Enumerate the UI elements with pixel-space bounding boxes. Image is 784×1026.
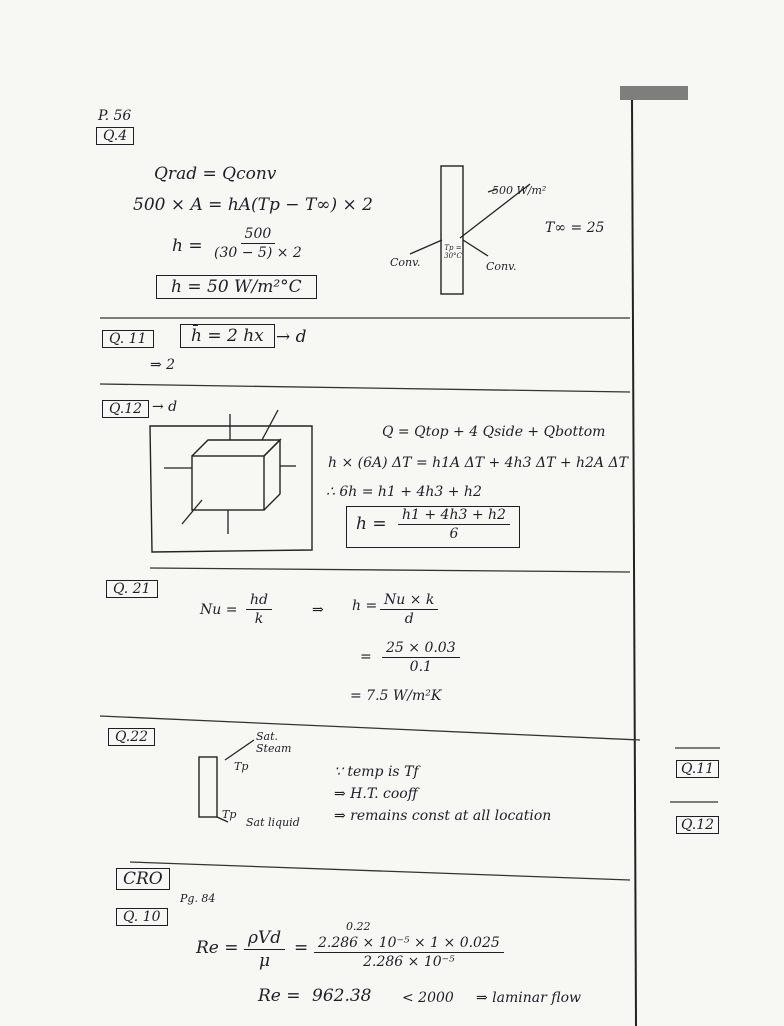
margin-vertical-line [632, 100, 636, 1026]
q4-h-lhs: h = [172, 236, 203, 256]
margin-q12-label: Q.12 [676, 816, 719, 834]
q4-h-den: (30 − 5) × 2 [214, 245, 302, 261]
q22-tp-top: Tp [234, 760, 249, 773]
q12-h-lhs: h = [356, 514, 387, 534]
q10-re-den: μ [259, 951, 271, 971]
q22-line2: ⇒ H.T. cooff [334, 786, 418, 802]
q21-h-fraction [380, 592, 438, 627]
separator-q11 [100, 384, 630, 392]
q10-v-den: 2.286 × 10⁻⁵ [363, 954, 455, 970]
q21-implies: ⇒ [312, 602, 324, 618]
q12-answer: → d [152, 399, 178, 415]
q4-conv-right: Conv. [486, 260, 517, 273]
margin-smudge [620, 86, 688, 100]
q4-conv-left: Conv. [390, 256, 421, 269]
q4-eq2: 500 × A = hA(Tp − T∞) × 2 [133, 195, 373, 215]
q22-label: Q.22 [108, 728, 155, 746]
q21-v-den: 0.1 [409, 659, 432, 675]
q11-eq-box: h̄ = 2 hx [180, 324, 275, 348]
q21-result: = 7.5 W/m²K [350, 688, 442, 704]
q10-result-value: 962.38 [312, 986, 372, 1006]
q21-h-num: Nu × k [380, 592, 438, 610]
q22-line3: ⇒ remains const at all location [334, 808, 552, 824]
q21-eq-sign: = [360, 649, 372, 665]
cube-frame-border [150, 426, 312, 552]
q21-nu-lhs: Nu = [200, 602, 238, 618]
q11-label: Q. 11 [102, 330, 154, 348]
conv-arrow-left [410, 240, 442, 254]
conv-arrow-right [463, 240, 488, 256]
separator-q12 [150, 568, 630, 572]
separator-q21 [100, 716, 640, 740]
cube-front-face [192, 456, 264, 510]
q21-label: Q. 21 [106, 580, 158, 598]
page-ref: P. 56 [98, 108, 132, 124]
q12-eq2: h × (6A) ΔT = h1A ΔT + 4h3 ΔT + h2A ΔT [328, 455, 628, 471]
q10-value-fraction [314, 935, 504, 970]
q22-tp-bottom: Tp [222, 808, 237, 821]
q21-nu-fraction [246, 592, 272, 627]
q22-line1: ∵ temp is Tf [334, 764, 419, 780]
q4-h-num: 500 [241, 226, 276, 244]
q10-re-fraction [244, 928, 285, 971]
q10-compare: < 2000 [402, 990, 454, 1006]
cro-label: CRO [116, 868, 170, 890]
q12-eq1: Q = Qtop + 4 Qside + Qbottom [382, 424, 606, 440]
q10-label: Q. 10 [116, 908, 168, 926]
q12-h-den: 6 [449, 526, 459, 542]
q4-label: Q.4 [96, 127, 134, 145]
q21-v-num: 25 × 0.03 [382, 640, 460, 658]
q21-nu-den: k [254, 611, 264, 627]
q4-result-box: h = 50 W/m²°C [156, 275, 317, 299]
q10-re-lhs: Re = [196, 938, 239, 958]
q10-above-value: 0.22 [346, 920, 371, 933]
q10-result-lhs: Re = [258, 986, 301, 1006]
q4-tinf-label: T∞ = 25 [545, 220, 605, 236]
q21-h-den: d [404, 611, 414, 627]
q12-label: Q.12 [102, 400, 149, 418]
q21-value-fraction [382, 640, 460, 675]
q11-answer: → d [276, 327, 307, 347]
q12-eq3: ∴ 6h = h1 + 4h3 + h2 [326, 484, 482, 500]
cube-side-face [264, 440, 280, 510]
plate-shape [441, 166, 463, 294]
q4-flux-label: 500 W/m² [492, 184, 547, 197]
arrow-up-right [262, 410, 278, 440]
q11-implies: ⇒ 2 [150, 357, 176, 373]
q21-nu-num: hd [246, 592, 272, 610]
q10-v-num: 2.286 × 10⁻⁵ × 1 × 0.025 [314, 935, 504, 953]
cro-page: Pg. 84 [180, 892, 216, 905]
q12-h-fraction [398, 507, 510, 542]
q4-eq1: Qrad = Qconv [154, 164, 277, 184]
q4-h-fraction [210, 226, 306, 261]
q10-conclusion: ⇒ laminar flow [476, 990, 582, 1006]
q22-steam-arrow [225, 740, 254, 760]
q10-eq-sign: = [294, 938, 309, 958]
q4-plate-temp: Tp = 30°C [444, 244, 462, 260]
q22-plate [199, 757, 217, 817]
margin-q11-label: Q.11 [676, 760, 719, 778]
q10-re-num: ρVd [244, 928, 285, 950]
q21-h-lhs: h = [352, 598, 378, 614]
q22-steam-label: Sat. Steam [256, 730, 292, 755]
separator-q22 [130, 862, 630, 880]
q12-h-num: h1 + 4h3 + h2 [398, 507, 510, 525]
q22-liquid-label: Sat liquid [246, 816, 300, 829]
